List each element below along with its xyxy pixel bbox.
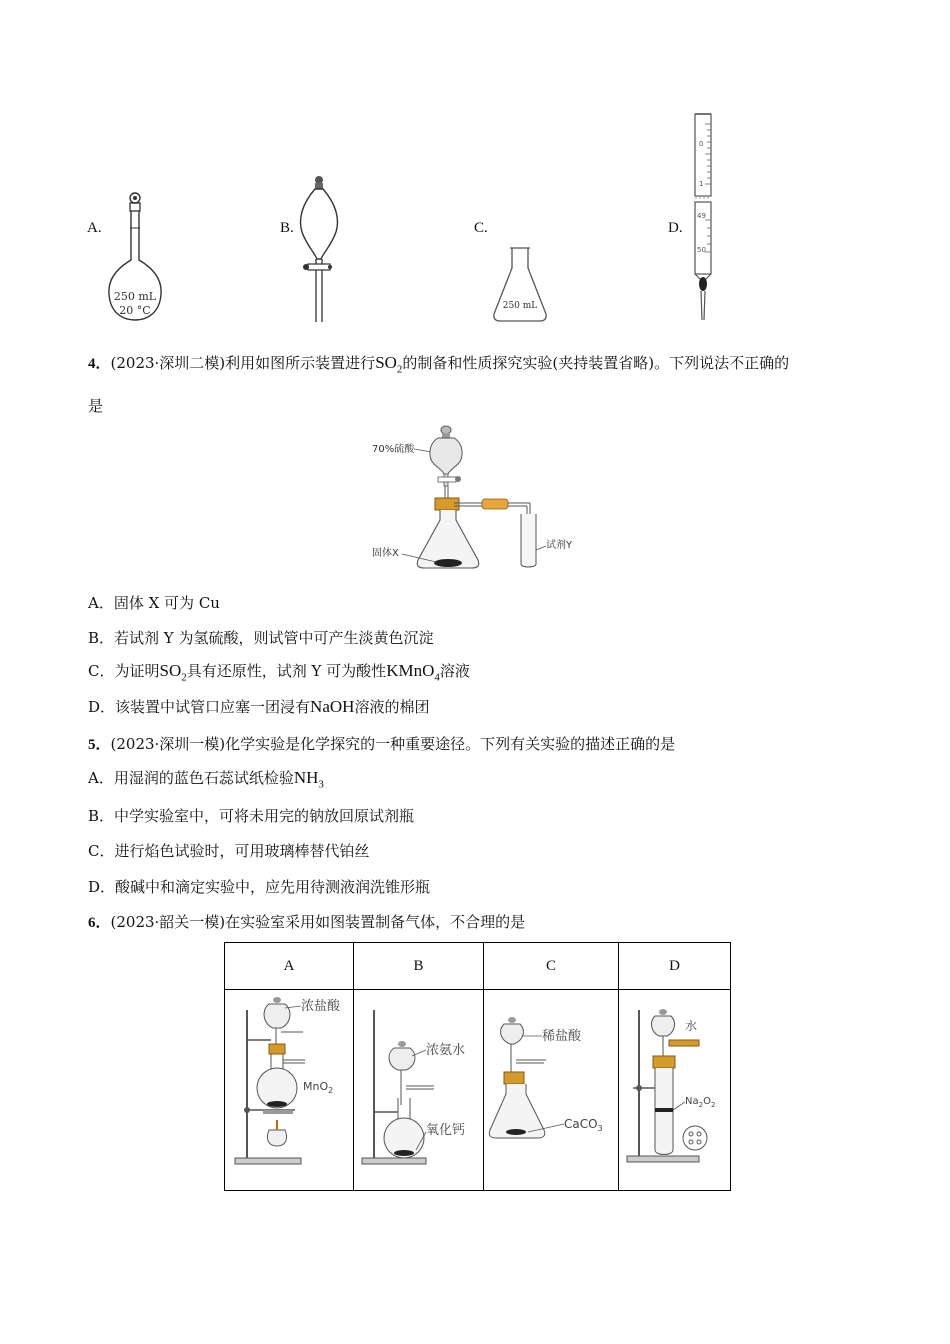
- q5-option-a-letter: A．: [88, 769, 114, 787]
- burette-tick-50: 50: [697, 246, 706, 254]
- q6-c-mid-label: CaCO$_3$: [564, 1117, 603, 1133]
- q4-option-b-text: 若试剂 Y 为氢硫酸，则试管中可产生淡黄色沉淀: [114, 629, 434, 647]
- q4-source: (2023·深圳二模): [110, 354, 226, 372]
- q6-cell-d: [619, 990, 731, 1191]
- q6-a-top-label: 浓盐酸: [301, 999, 341, 1014]
- q5-text: 化学实验是化学探究的一种重要途径。下列有关实验的描述正确的是: [225, 735, 676, 753]
- burette-tick-1: 1: [699, 180, 704, 188]
- q6-text: 在实验室采用如图装置制备气体，不合理的是: [225, 913, 526, 931]
- q6-apparatus-a: [225, 990, 353, 1180]
- q5-option-c: [88, 840, 370, 861]
- q5-option-b-letter: B．: [88, 807, 115, 825]
- q4-option-c-letter: C．: [88, 662, 115, 680]
- q4-number: 4．: [88, 356, 111, 372]
- acid-label: 70%硫酸: [372, 444, 415, 455]
- q4-option-d-post: 溶液的棉团: [354, 698, 430, 716]
- q6-stem: [88, 911, 525, 932]
- q3-option-d-letter: D.: [668, 220, 683, 236]
- q4-option-c-formula1-sub: 2: [181, 671, 187, 684]
- q4-option-d-formula: NaOH: [310, 697, 355, 716]
- solid-x-label: 固体X: [372, 548, 399, 559]
- q6-b-top-label: 浓氨水: [426, 1043, 466, 1058]
- q4-stem-line1: [88, 352, 789, 375]
- so2-apparatus-figure: [370, 420, 590, 570]
- q4-option-c-post: 溶液: [439, 662, 470, 680]
- q5-option-c-letter: C．: [88, 842, 115, 860]
- conical-flask-volume-label: 250 mL: [502, 301, 538, 311]
- q4-option-c-mid: 具有还原性，试剂 Y 可为酸性: [186, 662, 387, 680]
- q5-option-a-formula: NH: [293, 768, 319, 787]
- q6-apparatus-c: [484, 990, 618, 1180]
- q4-option-c-formula2-sub: 4: [434, 671, 440, 684]
- q5-source: (2023·深圳一模): [110, 735, 226, 753]
- q3-option-a-letter: A.: [87, 220, 102, 236]
- q6-header-c: C: [484, 943, 619, 990]
- q6-apparatus-table: [224, 942, 731, 1191]
- burette-tick-49: 49: [697, 212, 706, 220]
- flask-temp-label: 20 °C: [119, 304, 151, 317]
- q5-option-d: [88, 876, 430, 897]
- q6-apparatus-d: [619, 990, 730, 1180]
- q3-option-b-letter: B.: [280, 220, 294, 236]
- reagent-y-label: 试剂Y: [546, 540, 573, 551]
- q6-number: 6．: [88, 915, 111, 931]
- q5-option-b: [88, 805, 414, 826]
- q5-option-c-text: 进行焰色试验时，可用玻璃棒替代铂丝: [114, 842, 370, 860]
- q4-text-a: 利用如图所示装置进行: [225, 354, 376, 372]
- separatory-funnel-figure: [294, 174, 344, 326]
- q5-number: 5．: [88, 737, 111, 753]
- q5-stem: [88, 733, 675, 754]
- q4-option-b: [88, 627, 433, 648]
- q4-option-c-formula1: SO: [159, 661, 182, 680]
- q3-option-c-letter: C.: [474, 220, 488, 236]
- q4-formula-sub: 2: [396, 363, 403, 376]
- flask-volume-label: 250 mL: [113, 290, 157, 303]
- q4-formula: SO: [375, 353, 397, 372]
- q6-a-mid-label: MnO$_2$: [303, 1080, 334, 1095]
- q4-text-b: 的制备和性质探究实验(夹持装置省略)。下列说法不正确的: [402, 354, 790, 372]
- conical-flask-figure: [490, 244, 550, 324]
- q6-cell-c: [484, 990, 619, 1191]
- q5-option-a: [88, 767, 324, 790]
- q6-apparatus-b: [354, 990, 483, 1180]
- q4-option-c: [88, 660, 470, 683]
- q5-option-b-text: 中学实验室中，可将未用完的钠放回原试剂瓶: [114, 807, 415, 825]
- q6-cell-b: [354, 990, 484, 1191]
- q6-header-a: A: [225, 943, 354, 990]
- q4-option-a: [88, 592, 220, 613]
- q5-option-d-letter: D．: [88, 878, 116, 896]
- q4-option-c-pre: 为证明: [114, 662, 160, 680]
- volumetric-flask-figure: [104, 190, 168, 325]
- q4-option-a-text: 固体 X 可为 Cu: [113, 594, 220, 612]
- q4-stem-line2: 是: [88, 397, 104, 415]
- q5-option-d-text: 酸碱中和滴定实验中，应先用待测液润洗锥形瓶: [115, 878, 431, 896]
- q6-b-mid-label: 氧化钙: [426, 1123, 466, 1138]
- q4-option-b-letter: B．: [88, 629, 115, 647]
- burette-tick-0: 0: [699, 140, 704, 148]
- q6-c-top-label: 稀盐酸: [542, 1029, 582, 1044]
- q4-option-d-pre: 该装置中试管口应塞一团浸有: [115, 698, 311, 716]
- q6-cell-a: [225, 990, 354, 1191]
- q6-source: (2023·韶关一模): [110, 913, 226, 931]
- burette-figure: [686, 110, 720, 324]
- q5-option-a-formula-sub: 3: [318, 778, 324, 791]
- q6-d-top-label: 水: [685, 1019, 698, 1033]
- q5-option-a-text: 用湿润的蓝色石蕊试纸检验: [113, 769, 294, 787]
- q4-option-d-letter: D．: [88, 698, 116, 716]
- q6-header-d: D: [619, 943, 731, 990]
- q6-header-b: B: [354, 943, 484, 990]
- q6-d-mid-label: $Na_2O_2$: [685, 1096, 716, 1109]
- q4-option-d: [88, 696, 429, 717]
- q4-option-c-formula2: KMnO: [386, 661, 435, 680]
- q4-option-a-letter: A．: [88, 594, 114, 612]
